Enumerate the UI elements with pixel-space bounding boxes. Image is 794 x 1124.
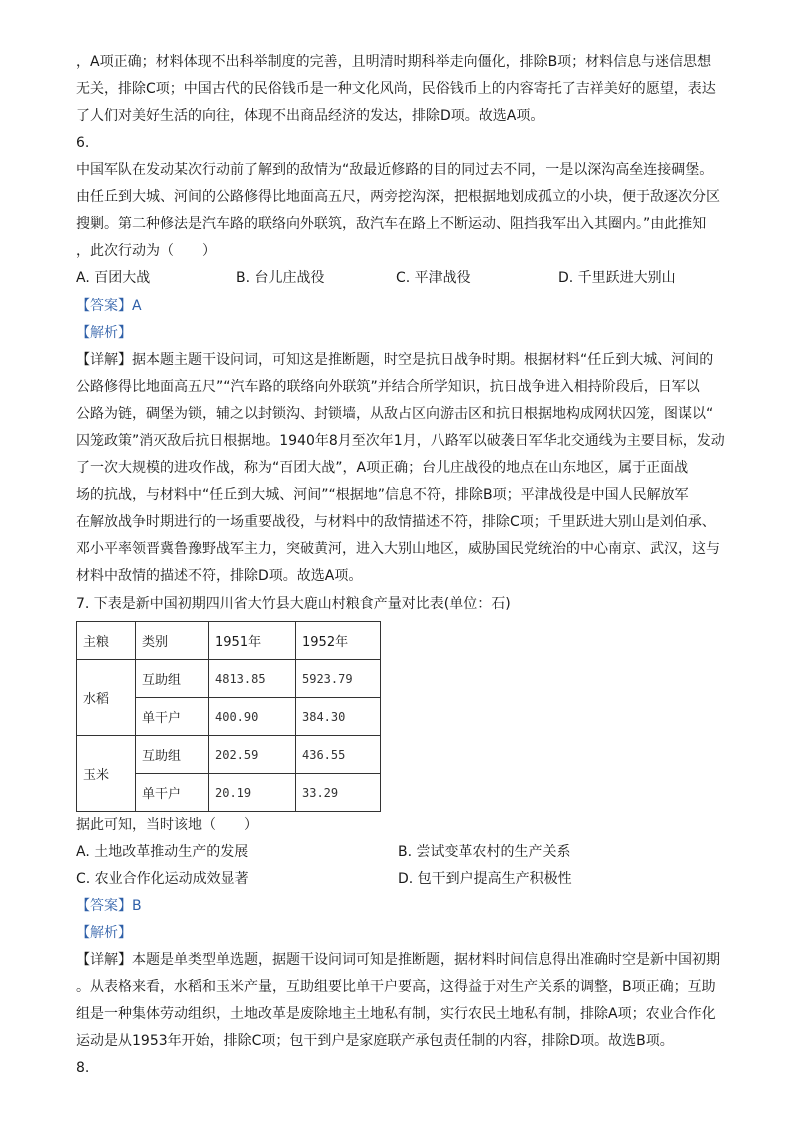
option-b: B. 台儿庄战役 [236,270,325,286]
table-header: 1952年 [296,622,381,660]
value-cell: 384.30 [296,698,381,736]
table-header: 类别 [136,622,209,660]
option-c: C. 平津战役 [396,270,471,286]
type-cell: 互助组 [136,660,209,698]
table-row [77,660,381,698]
value-cell: 4813.85 [209,660,296,698]
table-row [77,736,381,774]
detail-line: 组是一种集体劳动组织，土地改革是废除地主土地私有制，实行农民土地私有制，排除A项；农业合作化 [76,1006,716,1022]
option-d: D. 千里跃进大别山 [558,270,676,286]
detail-line: 运动是从1953年开始，排除C项；包干到户是家庭联产承包责任制的内容，排除D项。故选B项。 [76,1033,674,1049]
detail-line: 邓小平率领晋冀鲁豫野战军主力，突破黄河，进入大别山地区，威胁国民党统治的中心南京、武汉，这与 [76,541,720,557]
text-line: 无关，排除C项；中国古代的民俗钱币是一种文化风尚，民俗钱币上的内容寄托了吉祥美好的愿望，表达 [76,81,716,97]
crop-cell: 水稻 [77,660,136,736]
crop-cell: 玉米 [77,736,136,812]
grain-table [76,621,381,812]
detail-line: 【详解】本题是单类型单选题，据题干设问词可知是推断题，据材料时间信息得出准确时空是新中国初期 [76,952,720,968]
text-line: ，此次行动为（ ） [76,243,216,259]
text-line: 了人们对美好生活的向往，体现不出商品经济的发达，排除D项。故选A项。 [76,108,545,124]
value-cell: 20.19 [209,774,296,812]
analysis-label: 【解析】 [76,325,132,341]
text-line: 由任丘到大城、河间的公路修得比地面高五尺，两旁挖沟深，把根据地划成孤立的小块，便于敌逐次分区 [76,189,720,205]
text-line: ，A项正确；材料体现不出科举制度的完善，且明清时期科举走向僵化，排除B项；材料信息与迷信思想 [76,54,712,70]
value-cell: 436.55 [296,736,381,774]
option-d: D. 包干到户提高生产积极性 [398,871,572,887]
answer-label: 【答案】A [76,298,142,314]
question-stem: 7. 下表是新中国初期四川省大竹县大鹿山村粮食产量对比表(单位：石) [76,596,511,612]
detail-line: 公路修得比地面高五尺”“汽车路的联络向外联筑”并结合所学知识，抗日战争进入相持阶段后，日军以 [76,379,700,395]
text-line: 搜剿。第二种修法是汽车路的联络向外联筑，敌汽车在路上不断运动、阻挡我军出入其圈内。”由此推知 [76,216,707,232]
question-number: 8. [76,1060,90,1076]
type-cell: 单干户 [136,774,209,812]
analysis-label: 【解析】 [76,925,132,941]
detail-line: 在解放战争时期进行的一场重要战役，与材料中的敌情描述不符，排除C项；千里跃进大别山是刘伯承、 [76,514,716,530]
table-header-row [77,622,381,660]
table-header: 1951年 [209,622,296,660]
answer-label: 【答案】B [76,898,142,914]
option-a: A. 土地改革推动生产的发展 [76,844,249,860]
value-cell: 33.29 [296,774,381,812]
question-number: 6. [76,135,90,151]
detail-line: 【详解】据本题主题干设问词，可知这是推断题，时空是抗日战争时期。根据材料“任丘到大城、河间的 [76,352,714,368]
question-prompt: 据此可知，当时该地（ ） [76,817,258,833]
type-cell: 单干户 [136,698,209,736]
value-cell: 400.90 [209,698,296,736]
detail-line: 场的抗战，与材料中“任丘到大城、河间”“根据地”信息不符，排除B项；平津战役是中国人民解放军 [76,487,689,503]
detail-line: 。从表格来看，水稻和玉米产量，互助组要比单干户要高，这得益于对生产关系的调整，B项正确；互助 [76,979,716,995]
detail-line: 囚笼政策”消灭敌后抗日根据地。1940年8月至次年1月，八路军以破袭日军华北交通线为主要目标，发动 [76,433,725,449]
detail-line: 了一次大规模的进攻作战，称为“百团大战”，A项正确；台儿庄战役的地点在山东地区，属于正面战 [76,460,689,476]
type-cell: 互助组 [136,736,209,774]
value-cell: 5923.79 [296,660,381,698]
option-b: B. 尝试变革农村的生产关系 [398,844,571,860]
table-header: 主粮 [77,622,136,660]
option-c: C. 农业合作化运动成效显著 [76,871,249,887]
text-line: 中国军队在发动某次行动前了解到的敌情为“敌最近修路的目的同过去不同，一是以深沟高垒连接碉堡。 [76,162,714,178]
detail-line: 材料中敌情的描述不符，排除D项。故选A项。 [76,568,363,584]
detail-line: 公路为链，碉堡为锁，辅之以封锁沟、封锁墙，从敌占区向游击区和抗日根据地构成网状囚笼，图谋以“ [76,406,714,422]
option-a: A. 百团大战 [76,270,151,286]
value-cell: 202.59 [209,736,296,774]
